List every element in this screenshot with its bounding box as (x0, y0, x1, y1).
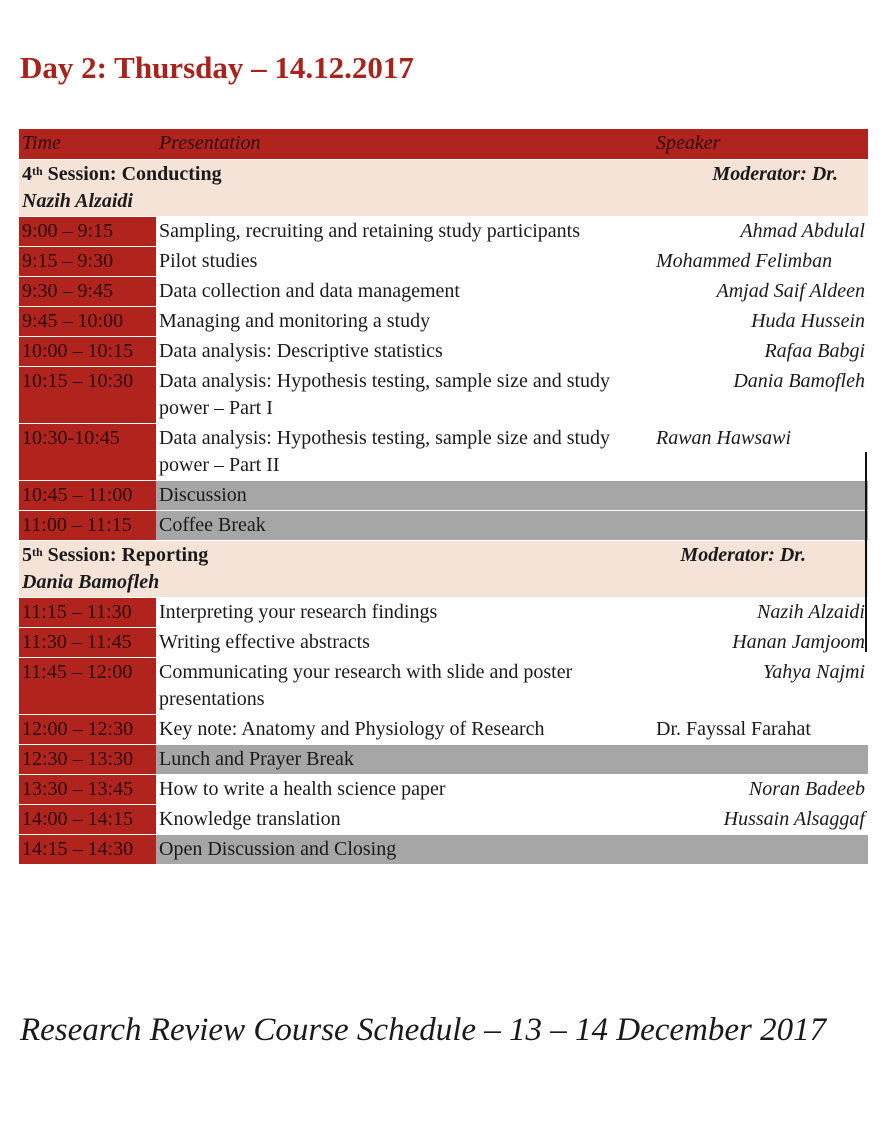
table-row: 10:45 – 11:00 Discussion (19, 481, 868, 511)
header-presentation: Presentation (156, 129, 653, 160)
footer-title: Research Review Course Schedule – 13 – 14 December 2017 (20, 1012, 827, 1048)
table-row: 9:45 – 10:00 Managing and monitoring a study Huda Hussein (19, 307, 868, 337)
header-speaker: Speaker (653, 129, 868, 160)
table-row: 9:00 – 9:15 Sampling, recruiting and retaining study participants Ahmad Abdulal (19, 217, 868, 247)
session-5-moderator-label: Moderator: Dr. (653, 541, 868, 598)
header-time: Time (19, 129, 156, 160)
table-row: 11:15 – 11:30 Interpreting your research findings Nazih Alzaidi (19, 598, 868, 628)
table-row: 10:15 – 10:30 Data analysis: Hypothesis testing, sample size and study power – Part I Dania Bamofleh (19, 367, 868, 424)
table-row: 14:15 – 14:30 Open Discussion and Closing (19, 835, 868, 865)
table-row: 14:00 – 14:15 Knowledge translation Hussain Alsaggaf (19, 805, 868, 835)
session-5-row (19, 541, 868, 598)
session-4-title: 4th Session: Conducting Nazih Alzaidi (19, 160, 653, 217)
table-row: 9:30 – 9:45 Data collection and data management Amjad Saif Aldeen (19, 277, 868, 307)
session-4-row (19, 160, 868, 217)
schedule-table (19, 129, 868, 865)
session-5-moderator-name: Dania Bamofleh (22, 571, 160, 593)
session-5-title: 5th Session: Reporting Dania Bamofleh (19, 541, 653, 598)
session-4-moderator-name: Nazih Alzaidi (22, 190, 133, 212)
table-header-row (19, 129, 868, 160)
table-row: 9:15 – 9:30 Pilot studies Mohammed Felimban (19, 247, 868, 277)
table-border-line (865, 452, 867, 652)
table-row: 13:30 – 13:45 How to write a health science paper Noran Badeeb (19, 775, 868, 805)
day-title: Day 2: Thursday – 14.12.2017 (20, 50, 414, 85)
table-row: 10:00 – 10:15 Data analysis: Descriptive statistics Rafaa Babgi (19, 337, 868, 367)
table-row: 10:30-10:45 Data analysis: Hypothesis testing, sample size and study power – Part II Rawan Hawsawi (19, 424, 868, 481)
table-row: 12:00 – 12:30 Key note: Anatomy and Physiology of Research Dr. Fayssal Farahat (19, 715, 868, 745)
table-row: 11:30 – 11:45 Writing effective abstracts Hanan Jamjoom (19, 628, 868, 658)
session-4-moderator-label: Moderator: Dr. (653, 160, 868, 217)
table-row: 11:45 – 12:00 Communicating your research with slide and poster presentations Yahya Najmi (19, 658, 868, 715)
table-row: 11:00 – 11:15 Coffee Break (19, 511, 868, 541)
table-row: 12:30 – 13:30 Lunch and Prayer Break (19, 745, 868, 775)
